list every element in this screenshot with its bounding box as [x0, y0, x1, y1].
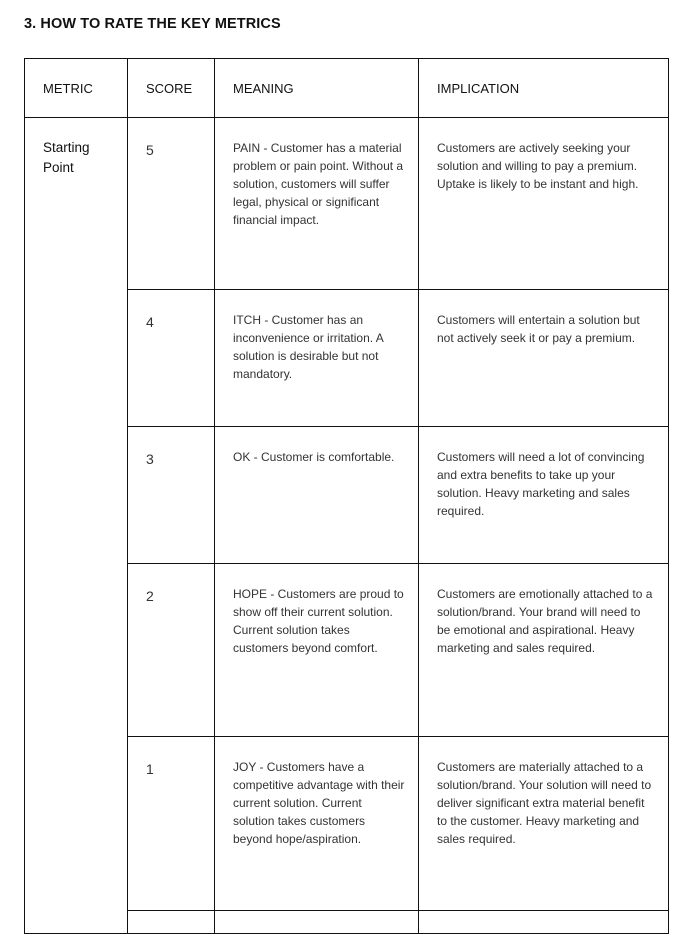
header-score: SCORE — [128, 59, 215, 118]
table-header-row — [25, 59, 669, 118]
table-row — [25, 118, 669, 290]
section-title: 3. HOW TO RATE THE KEY METRICS — [24, 16, 281, 32]
empty-cell — [215, 911, 419, 934]
meaning-cell: ITCH - Customer has an inconvenience or irritation. A solution is desirable but not mandatory. — [215, 290, 419, 427]
implication-cell: Customers are actively seeking your solution and willing to pay a premium. Uptake is likely to be instant and high. — [419, 118, 669, 290]
meaning-cell: HOPE - Customers are proud to show off their current solution. Current solution takes customers beyond comfort. — [215, 564, 419, 737]
meaning-cell: OK - Customer is comfortable. — [215, 427, 419, 564]
score-cell: 5 — [128, 118, 215, 290]
score-cell: 3 — [128, 427, 215, 564]
empty-cell — [419, 911, 669, 934]
meaning-cell: PAIN - Customer has a material problem or pain point. Without a solution, customers will suffer legal, physical or significant financial impact. — [215, 118, 419, 290]
implication-cell: Customers will need a lot of convincing and extra benefits to take up your solution. Heavy marketing and sales required. — [419, 427, 669, 564]
score-cell: 1 — [128, 737, 215, 911]
score-cell: 4 — [128, 290, 215, 427]
header-metric: METRIC — [25, 59, 128, 118]
meaning-cell: JOY - Customers have a competitive advantage with their current solution. Current solution takes customers beyond hope/aspiration. — [215, 737, 419, 911]
metric-name-cell: Starting Point — [25, 118, 128, 934]
implication-cell: Customers are materially attached to a solution/brand. Your solution will need to deliver significant extra material benefit to the customer. Heavy marketing and sales required. — [419, 737, 669, 911]
header-meaning: MEANING — [215, 59, 419, 118]
empty-cell — [128, 911, 215, 934]
score-cell: 2 — [128, 564, 215, 737]
implication-cell: Customers are emotionally attached to a solution/brand. Your brand will need to be emotional and aspirational. Heavy marketing and sales required. — [419, 564, 669, 737]
header-implication: IMPLICATION — [419, 59, 669, 118]
implication-cell: Customers will entertain a solution but not actively seek it or pay a premium. — [419, 290, 669, 427]
key-metrics-table — [24, 58, 669, 934]
